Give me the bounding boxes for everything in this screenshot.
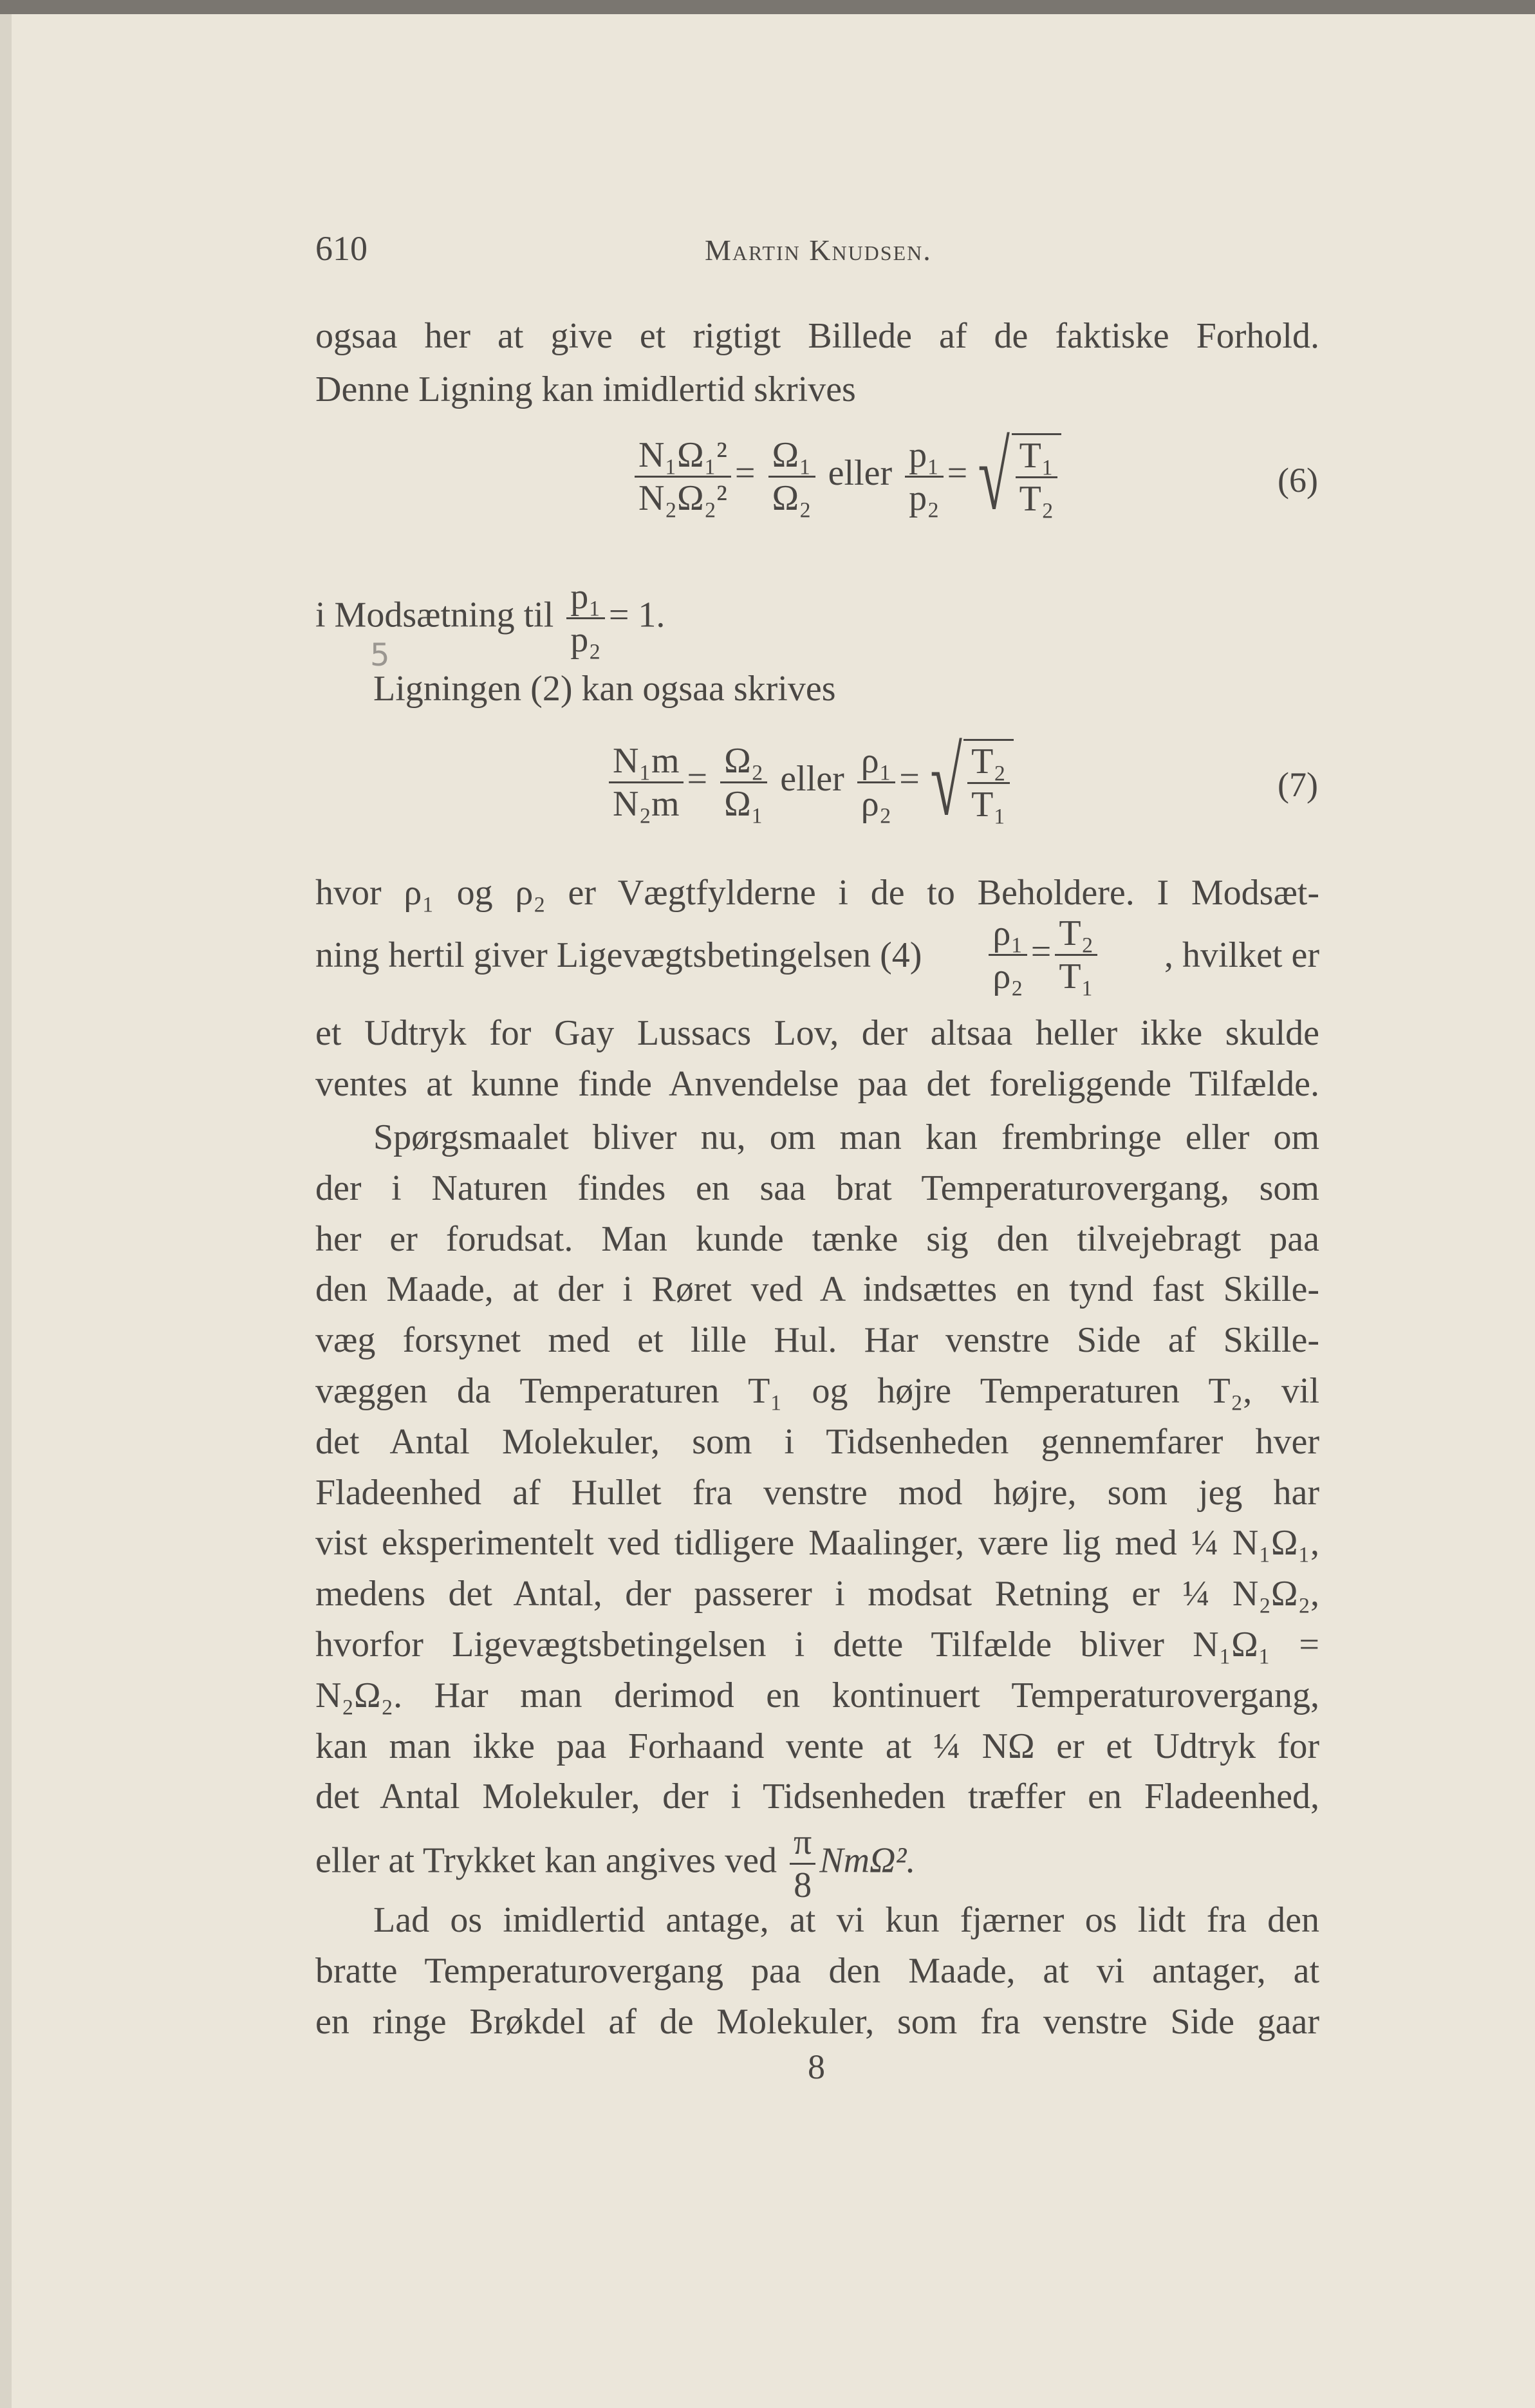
text-line: vist eksperimentelt ved tidligere Maalinger, være lig med ¼ N₁Ω₁, xyxy=(315,1523,1319,1563)
signature-mark: 8 xyxy=(808,2048,825,2086)
modsaetning-line: i Modsætning til $\frac{\text{p₁}}{\text{p₂}}$ = 1. xyxy=(315,577,665,660)
text-line: hvor ρ₁ og ρ₂ er Vægtfylderne i de to Beholdere. I Modsæt- xyxy=(315,873,1319,913)
text-line: en ringe Brøkdel af de Molekuler, som fra venstre Side gaar xyxy=(315,2001,1319,2042)
sqrt: √ $\frac{\text{T₁}}{\text{T₂}}$ xyxy=(967,428,1061,525)
fraction-den: p₂ xyxy=(909,478,940,518)
text-line: det Antal Molekuler, som i Tidsenheden gennemfarer hver xyxy=(315,1421,1319,1462)
equation-number: (7) xyxy=(1278,765,1318,804)
text-line: ning hertil giver Ligevægtsbetingelsen (4) $\frac{\text{ρ₁}}{\text{ρ₂}}$ = $\frac{\text{T₂}}{\text{T₁}}$ , hvilket er xyxy=(315,913,1319,996)
fraction-num: p₁ xyxy=(905,434,944,478)
fraction-den: N₂Ω₂² xyxy=(638,478,727,518)
running-title: Martin Knudsen. xyxy=(705,234,932,266)
text-line: Spørgsmaalet bliver nu, om man kan frembringe eller om xyxy=(373,1117,1319,1157)
text-line: ogsaa her at give et rigtigt Billede af de faktiske Forhold. xyxy=(315,316,1319,356)
text-line: væggen da Temperaturen T₁ og højre Temperaturen T₂, vil xyxy=(315,1371,1319,1411)
equation-number: (6) xyxy=(1278,461,1318,499)
text-line: eller at Trykket kan angives ved $\frac{\pi}{8}$ NmΩ². xyxy=(315,1822,916,1905)
text-line: den Maade, at der i Røret ved A indsættes en tynd fast Skille- xyxy=(315,1269,1319,1310)
text-line: et Udtryk for Gay Lussacs Lov, der altsaa heller ikke skulde xyxy=(315,1013,1319,1053)
text-line: ventes at kunne finde Anvendelse paa det foreliggende Tilfælde. xyxy=(315,1064,1319,1104)
text-line: Denne Ligning kan imidlertid skrives xyxy=(315,369,856,409)
text-line: Ligningen (2) kan ogsaa skrives xyxy=(373,669,836,709)
text-line: her er forudsat. Man kunde tænke sig den tilvejebragt paa xyxy=(315,1218,1319,1259)
text-line: hvorfor Ligevægtsbetingelsen i dette Tilfælde bliver N₁Ω₁ = xyxy=(315,1625,1319,1665)
pencil-annotation: 5 xyxy=(370,637,390,673)
eller-text: eller xyxy=(828,453,893,493)
text-line: kan man ikke paa Forhaand vente at ¼ NΩ er et Udtryk for xyxy=(315,1726,1319,1766)
text-line: væg forsynet med et lille Hul. Har venstre Side af Skille- xyxy=(315,1320,1319,1361)
text-line: Fladeenhed af Hullet fra venstre mod højre, som jeg har xyxy=(315,1472,1319,1513)
fraction-num: Ω₁ xyxy=(768,434,815,478)
fraction-num: N₁Ω₁² xyxy=(635,434,731,478)
text-line: N₂Ω₂. Har man derimod en kontinuert Temperaturovergang, xyxy=(315,1675,1319,1715)
equals: = xyxy=(947,453,968,493)
text-line: bratte Temperaturovergang paa den Maade, at vi antager, at xyxy=(315,1950,1319,1991)
equals: = xyxy=(734,453,756,493)
text-line: medens det Antal, der passerer i modsat Retning er ¼ N₂Ω₂, xyxy=(315,1574,1319,1614)
text-line: Lad os imidlertid antage, at vi kun fjærner os lidt fra den xyxy=(373,1900,1319,1940)
equation-7: $\frac{\text{N₁m}}{\text{N₂m}}$ = $\frac{\text{Ω₂}}{\text{Ω₁}}$ eller $\frac{\text{ρ₁}}{\text{ρ₂}}$ = √ $\frac{\text{T₂}}{\text{T₁}}$ xyxy=(605,734,1014,830)
fraction-den: Ω₂ xyxy=(772,478,812,518)
text-line: der i Naturen findes en saa brat Temperaturovergang, som xyxy=(315,1168,1319,1208)
page-number: 610 xyxy=(315,229,367,268)
equation-6 xyxy=(631,423,1061,530)
text-line: det Antal Molekuler, der i Tidsenheden træffer en Fladeenhed, xyxy=(315,1777,1319,1817)
scan-border xyxy=(0,0,1535,14)
